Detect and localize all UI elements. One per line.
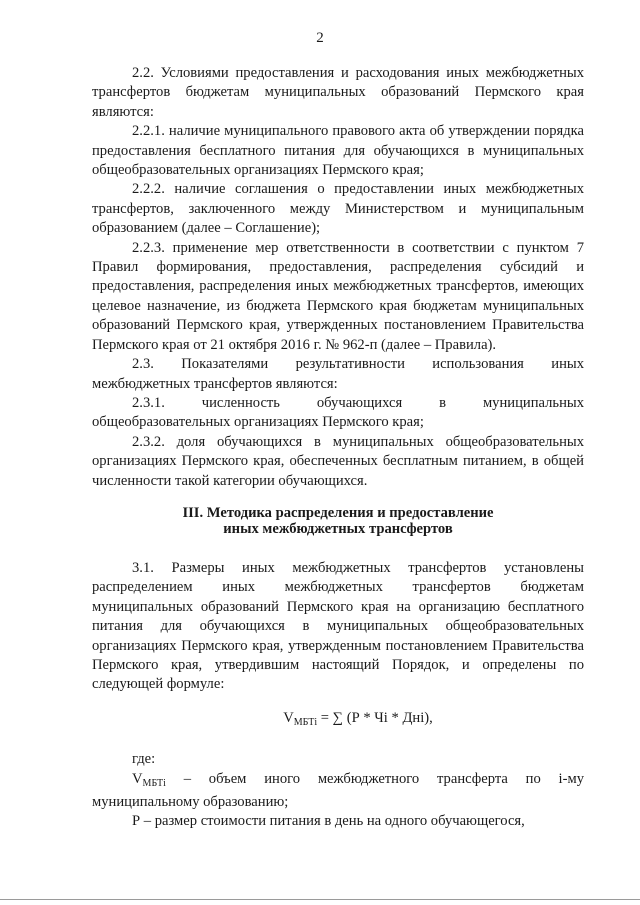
definition-v bbox=[92, 770, 584, 813]
paragraph-2-3-1: 2.3.1. численность обучающихся в муниципальных общеобразовательных организациях Пермского края; bbox=[92, 394, 584, 431]
definition-p: Р – размер стоимости питания в день на одного обучающегося, bbox=[132, 813, 525, 830]
formula bbox=[92, 709, 584, 732]
paragraph-3-1: 3.1. Размеры иных межбюджетных трансфертов установлены распределением иных межбюджетных трансфертов бюджетам муниципальных образований Пермского края на организацию бесплатного питания для обучающихся в муниципальных общеобразовательных организациях Пермского края, утвержденным постановлением Правительства Пермского края, утвердившим настоящий Порядок, и определены по следующей формуле: bbox=[92, 559, 584, 693]
paragraph-2-2-3: 2.2.3. применение мер ответственности в соответствии с пунктом 7 Правил формирования, предоставления, распределения субсидий и предоставления, распределения иных межбюджетных трансфертов, имеющих целевое назначение, из бюджета Пермского края бюджетам муниципальных образований Пермского края, утвержденных постановлением Правительства Пермского края от 21 октября 2016 г. № 962-п (далее – Правила). bbox=[92, 239, 584, 353]
definition-v-subscript: МБТi bbox=[142, 777, 166, 789]
paragraph-2-3: 2.3. Показателями результативности использования иных межбюджетных трансфертов являются: bbox=[92, 356, 584, 392]
section-heading-line-1: III. Методика распределения и предоставление bbox=[182, 504, 494, 521]
paragraph-2-3-2: 2.3.2. доля обучающихся в муниципальных общеобразовательных организациях Пермского края, обеспеченных бесплатным питанием, в общей численности такой категории обучающихся. bbox=[92, 433, 584, 489]
definition-v-symbol: V bbox=[132, 770, 143, 787]
formula-lhs: V bbox=[283, 709, 294, 726]
section-heading-line-2: иных межбюджетных трансфертов bbox=[223, 520, 453, 537]
paragraph-2-2-1: 2.2.1. наличие муниципального правового акта об утверждении порядка предоставления бесплатного питания для обучающихся в муниципальных общеобразовательных организациях Пермского края; bbox=[92, 123, 584, 179]
definition-v-text: – объем иного межбюджетного трансферта по i-му муниципальному образованию; bbox=[92, 770, 584, 810]
document-body bbox=[92, 64, 584, 832]
page-bottom-edge bbox=[0, 899, 640, 900]
page-number: 2 bbox=[316, 30, 324, 46]
formula-lhs-subscript: МБТi bbox=[293, 716, 318, 728]
paragraph-2-2-2: 2.2.2. наличие соглашения о предоставлении иных межбюджетных трансфертов, заключенного между Министерством и муниципальным образованием (далее – Соглашение); bbox=[92, 181, 584, 237]
section-heading bbox=[92, 505, 584, 537]
paragraph-2-2: 2.2. Условиями предоставления и расходования иных межбюджетных трансфертов бюджетам муниципальных образований Пермского края являются: bbox=[92, 65, 584, 120]
where-label: где: bbox=[132, 751, 156, 768]
formula-rhs: = ∑ (Р * Чi * Днi), bbox=[317, 709, 433, 726]
